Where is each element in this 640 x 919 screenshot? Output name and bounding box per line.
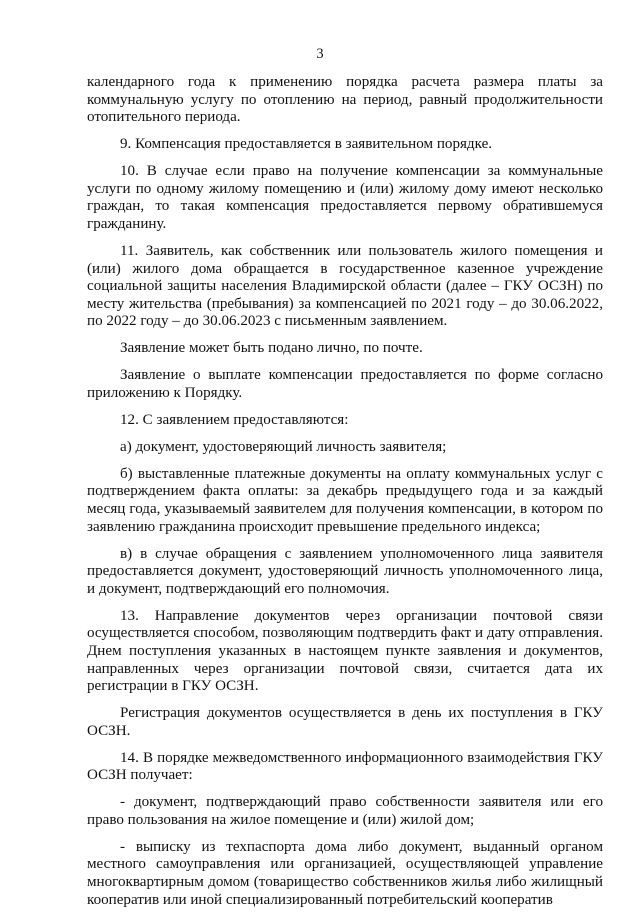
paragraph-11-submission: Заявление может быть подано лично, по почте. bbox=[120, 340, 423, 357]
paragraph-14: 14. В порядке межведомственного информационного взаимодействия ГКУ ОСЗН получает: bbox=[87, 749, 603, 784]
paragraph-12-b: б) выставленные платежные документы на оплату коммунальных услуг с подтверждением факта оплаты: за декабрь предыдущего года и за каждый месяц года, указываемый заявителем для получения компенсации, в котором по заявлению гражданина происходит превышение предельного индекса; bbox=[87, 465, 603, 535]
paragraph-continuation: календарного года к применению порядка расчета размера платы за коммунальную услугу по отоплению на период, равный продолжительности отопительного периода. bbox=[87, 74, 603, 126]
page-number: 3 bbox=[316, 46, 324, 62]
paragraph-13-registration: Регистрация документов осуществляется в день их поступления в ГКУ ОСЗН. bbox=[87, 705, 603, 739]
paragraph-10: 10. В случае если право на получение компенсации за коммунальные услуги по одному жилому помещению и (или) жилому дому имеют несколько граждан, то такая компенсация предоставляется первому обратившемуся гражданину. bbox=[87, 163, 603, 232]
paragraph-12-c: в) в случае обращения с заявлением уполномоченного лица заявителя предоставляется документ, удостоверяющий личность уполномоченного лица, и документ, подтверждающий его полномочия. bbox=[87, 545, 603, 597]
paragraph-11: 11. Заявитель, как собственник или пользователь жилого помещения и (или) жилого дома обращается в государственное казенное учреждение социальной защиты населения Владимирской области (далее – ГКУ ОСЗН) по месту жительства (пребывания) за компенсацией по 2021 году – до 30.06.2022, по 2022 году – до 30.06.2023 с письменным заявлением. bbox=[87, 242, 603, 330]
paragraph-14-item-2: - выписку из техпаспорта дома либо документ, выданный органом местного самоуправления или организацией, осуществляющей управление многоквартирным домом (товарищество собственников жилья либо жилищный кооператив или иной специализированный потребительский кооператив bbox=[87, 838, 603, 908]
paragraph-14-item-1: - документ, подтверждающий право собственности заявителя или его право пользования на жилое помещение и (или) жилой дом; bbox=[87, 794, 603, 828]
paragraph-12-a: а) документ, удостоверяющий личность заявителя; bbox=[120, 438, 447, 455]
paragraph-12: 12. С заявлением предоставляются: bbox=[120, 411, 349, 428]
paragraph-9: 9. Компенсация предоставляется в заявительном порядке. bbox=[120, 136, 493, 153]
paragraph-11-form: Заявление о выплате компенсации предоставляется по форме согласно приложению к Порядку. bbox=[87, 367, 603, 401]
document-body bbox=[87, 74, 603, 919]
paragraph-13: 13. Направление документов через организации почтовой связи осуществляется способом, позволяющим подтвердить факт и дату отправления. Днем поступления указанных в настоящем пункте заявления и документов, направленных через организации почтовой связи, считается дата их регистрации в ГКУ ОСЗН. bbox=[87, 607, 603, 695]
